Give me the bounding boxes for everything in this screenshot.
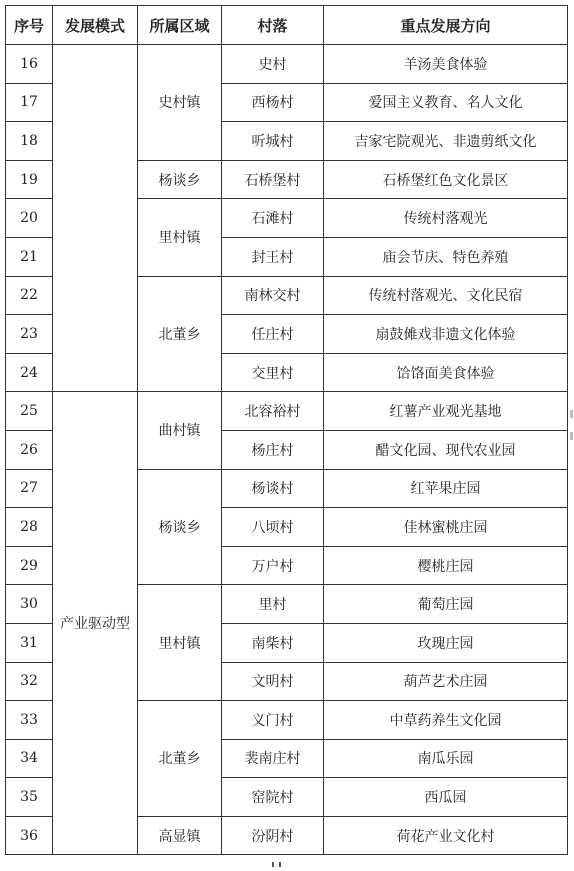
village-cell: 南柴村 <box>222 623 324 662</box>
region-cell: 杨谈乡 <box>138 160 222 199</box>
direction-cell: 吉家宅院观光、非遗剪纸文化 <box>324 122 568 161</box>
row-index: 24 <box>6 353 53 392</box>
direction-cell: 传统村落观光、文化民宿 <box>324 276 568 315</box>
direction-cell: 醋文化园、现代农业园 <box>324 430 568 469</box>
village-cell: 南林交村 <box>222 276 324 315</box>
header-village: 村落 <box>222 6 324 45</box>
village-cell: 西杨村 <box>222 83 324 122</box>
village-cell: 北容裕村 <box>222 392 324 431</box>
header-mode: 发展模式 <box>53 6 138 45</box>
row-index: 19 <box>6 160 53 199</box>
village-cell: 八顷村 <box>222 508 324 547</box>
table-row <box>6 45 568 84</box>
header-row <box>6 6 568 45</box>
village-cell: 裴南庄村 <box>222 739 324 778</box>
village-cell: 义门村 <box>222 701 324 740</box>
direction-cell: 葡萄庄园 <box>324 585 568 624</box>
row-index: 18 <box>6 122 53 161</box>
region-cell: 史村镇 <box>138 45 222 161</box>
row-index: 31 <box>6 623 53 662</box>
row-index: 25 <box>6 392 53 431</box>
row-index: 35 <box>6 778 53 817</box>
direction-cell: 中草药养生文化园 <box>324 701 568 740</box>
row-index: 30 <box>6 585 53 624</box>
row-index: 26 <box>6 430 53 469</box>
row-index: 17 <box>6 83 53 122</box>
row-index: 34 <box>6 739 53 778</box>
village-cell: 里村 <box>222 585 324 624</box>
village-cell: 杨谈村 <box>222 469 324 508</box>
direction-cell: 羊汤美食体验 <box>324 45 568 84</box>
village-development-table <box>5 5 568 855</box>
row-index: 23 <box>6 315 53 354</box>
village-cell: 交里村 <box>222 353 324 392</box>
region-cell: 北董乡 <box>138 276 222 392</box>
region-cell: 杨谈乡 <box>138 469 222 585</box>
village-cell: 石桥堡村 <box>222 160 324 199</box>
row-index: 20 <box>6 199 53 238</box>
page-edge-marker <box>570 410 573 418</box>
row-index: 28 <box>6 508 53 547</box>
direction-cell: 扇鼓傩戏非遗文化体验 <box>324 315 568 354</box>
row-index: 36 <box>6 816 53 855</box>
direction-cell: 玫瑰庄园 <box>324 623 568 662</box>
direction-cell: 饸饹面美食体验 <box>324 353 568 392</box>
direction-cell: 西瓜园 <box>324 778 568 817</box>
page-break-marker <box>272 852 302 861</box>
table-row <box>6 392 568 431</box>
direction-cell: 葫芦艺术庄园 <box>324 662 568 701</box>
village-cell: 封王村 <box>222 237 324 276</box>
direction-cell: 传统村落观光 <box>324 199 568 238</box>
village-cell: 杨庄村 <box>222 430 324 469</box>
header-region: 所属区域 <box>138 6 222 45</box>
direction-cell: 南瓜乐园 <box>324 739 568 778</box>
row-index: 33 <box>6 701 53 740</box>
direction-cell: 爱国主义教育、名人文化 <box>324 83 568 122</box>
region-cell: 里村镇 <box>138 585 222 701</box>
direction-cell: 荷花产业文化村 <box>324 816 568 855</box>
region-cell: 曲村镇 <box>138 392 222 469</box>
village-cell: 任庄村 <box>222 315 324 354</box>
header-index: 序号 <box>6 6 53 45</box>
page-edge-marker <box>570 432 573 440</box>
row-index: 29 <box>6 546 53 585</box>
village-cell: 文明村 <box>222 662 324 701</box>
region-cell: 北董乡 <box>138 701 222 817</box>
region-cell: 高显镇 <box>138 816 222 855</box>
direction-cell: 樱桃庄园 <box>324 546 568 585</box>
village-cell: 万户村 <box>222 546 324 585</box>
row-index: 16 <box>6 45 53 84</box>
row-index: 22 <box>6 276 53 315</box>
direction-cell: 红苹果庄园 <box>324 469 568 508</box>
mode-cell: 产业驱动型 <box>53 392 138 855</box>
region-cell: 里村镇 <box>138 199 222 276</box>
village-cell: 听城村 <box>222 122 324 161</box>
village-cell: 窑院村 <box>222 778 324 817</box>
direction-cell: 红薯产业观光基地 <box>324 392 568 431</box>
row-index: 27 <box>6 469 53 508</box>
mode-cell <box>53 45 138 392</box>
row-index: 32 <box>6 662 53 701</box>
header-direction: 重点发展方向 <box>324 6 568 45</box>
direction-cell: 石桥堡红色文化景区 <box>324 160 568 199</box>
direction-cell: 佳林蜜桃庄园 <box>324 508 568 547</box>
village-cell: 汾阴村 <box>222 816 324 855</box>
direction-cell: 庙会节庆、特色养殖 <box>324 237 568 276</box>
village-cell: 史村 <box>222 45 324 84</box>
village-cell: 石滩村 <box>222 199 324 238</box>
row-index: 21 <box>6 237 53 276</box>
